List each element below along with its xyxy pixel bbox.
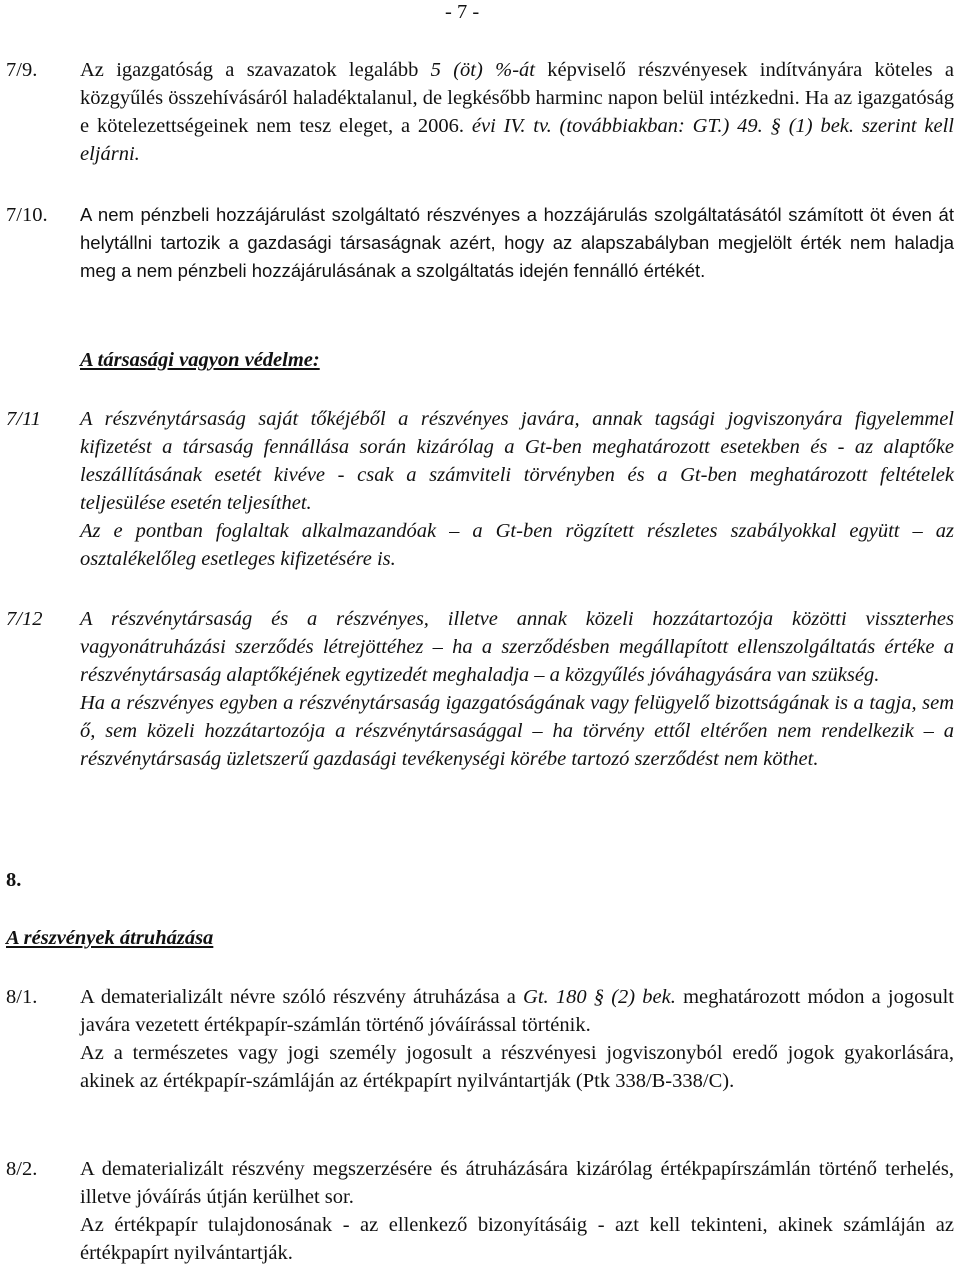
clause-7-11 bbox=[80, 405, 954, 573]
clause-7-9 bbox=[80, 56, 954, 168]
section-8-number: 8. bbox=[6, 869, 22, 891]
clause-8-1 bbox=[80, 983, 954, 1095]
clause-7-11-text1: A részvénytársaság saját tőkéjéből a részvényes javára, annak tagsági jogviszonyára figyelemmel kifizetést a társaság fennállása során kizárólag a Gt-ben meghatározott esetekben és - az alaptőke leszállításának esetét kivéve - csak a számviteli törvényben és a Gt-ben meghatározott feltételek teljesülése esetén teljesíthet. bbox=[80, 408, 954, 514]
clause-7-9-seg3: képviselő részvényesek indítványára köteles a közgyűlés összehívásáról haladéktalanul, de legkésőbb harminc napon belül intézkedni. Ha az igazgatóság e kötelezettségeinek nem tesz eleget, a 2006. bbox=[80, 59, 955, 137]
clause-8-1-text1 bbox=[80, 983, 954, 1039]
clause-7-12-text1: A részvénytársaság és a részvényes, illetve annak közeli hozzátartozója közötti visszterhes vagyonátruházási szerződés létrejöttéhez – ha a szerződésben megállapított ellenszolgáltatás értéke a részvénytársaság alaptőkéjének egytizedét meghaladja – a közgyűlés jóváhagyására van szükség. bbox=[80, 608, 954, 686]
clause-number-8-1: 8/1. bbox=[6, 986, 38, 1008]
clause-7-9-seg4: évi IV. tv. (továbbiakban: GT.) 49. § (1) bek. szerint kell eljárni. bbox=[80, 115, 954, 165]
clause-7-12 bbox=[80, 605, 954, 773]
page-number: - 7 - bbox=[445, 1, 480, 23]
clause-8-1-seg2: Gt. 180 § (2) bek. bbox=[523, 986, 676, 1008]
clause-number-7-12: 7/12 bbox=[6, 608, 43, 630]
clause-7-9-seg2: 5 (öt) %-át bbox=[430, 59, 535, 81]
clause-7-9-seg1: Az igazgatóság a szavazatok legalább bbox=[80, 59, 431, 81]
clause-number-7-9: 7/9. bbox=[6, 59, 38, 81]
heading-tarsasagi-vagyon: A társasági vagyon védelme: bbox=[80, 349, 320, 371]
section-8-title: A részvények átruházása bbox=[6, 927, 214, 949]
clause-number-7-11: 7/11 bbox=[6, 408, 41, 430]
clause-7-12-text2: Ha a részvényes egyben a részvénytársaság igazgatóságának vagy felügyelő bizottságának is a tagja, sem ő, sem közeli hozzátartozója a részvénytársasággal – ha törvény ettől eltérően nem rendelkezik – a részvénytársaság üzletszerű gazdasági tevékenységi körébe tartozó szerződést nem köthet. bbox=[80, 692, 954, 770]
clause-8-2 bbox=[80, 1155, 954, 1267]
clause-8-1-seg1: A dematerializált névre szóló részvény átruházása a bbox=[80, 986, 524, 1008]
clause-8-1-seg3: meghatározott módon a jogosult javára vezetett értékpapír-számlán történő jóváírással történik. bbox=[80, 986, 954, 1036]
clause-8-2-text2: Az értékpapír tulajdonosának - az ellenkező bizonyításáig - azt kell tekinteni, akinek számláján az értékpapírt nyilvántartják. bbox=[80, 1214, 954, 1264]
clause-8-2-text1: A dematerializált részvény megszerzésére és átruházására kizárólag értékpapírszámlán történő terhelés, illetve jóváírás útján kerülhet sor. bbox=[80, 1158, 954, 1208]
clause-7-10-text: A nem pénzbeli hozzájárulást szolgáltató részvényes a hozzájárulás szolgáltatásától számított öt éven át helytállni tartozik a gazdasági társaságnak azért, hogy az alapszabályban megjelölt érték nem haladja meg a nem pénzbeli hozzájárulásának a szolgáltatás idején fennálló értékét. bbox=[80, 204, 954, 281]
clause-8-1-text2: Az a természetes vagy jogi személy jogosult a részvényesi jogviszonyból eredő jogok gyakorlására, akinek az értékpapír-számláján az értékpapírt nyilvántartják (Ptk 338/B-338/C). bbox=[80, 1042, 954, 1092]
clause-number-7-10: 7/10. bbox=[6, 204, 48, 226]
clause-7-11-text2: Az e pontban foglaltak alkalmazandóak – a Gt-ben rögzített részletes szabályokkal együtt – az osztalékelőleg esetleges kifizetésére is. bbox=[80, 520, 954, 570]
clause-7-10 bbox=[80, 201, 954, 285]
clause-7-9-text bbox=[80, 56, 954, 168]
clause-number-8-2: 8/2. bbox=[6, 1158, 38, 1180]
